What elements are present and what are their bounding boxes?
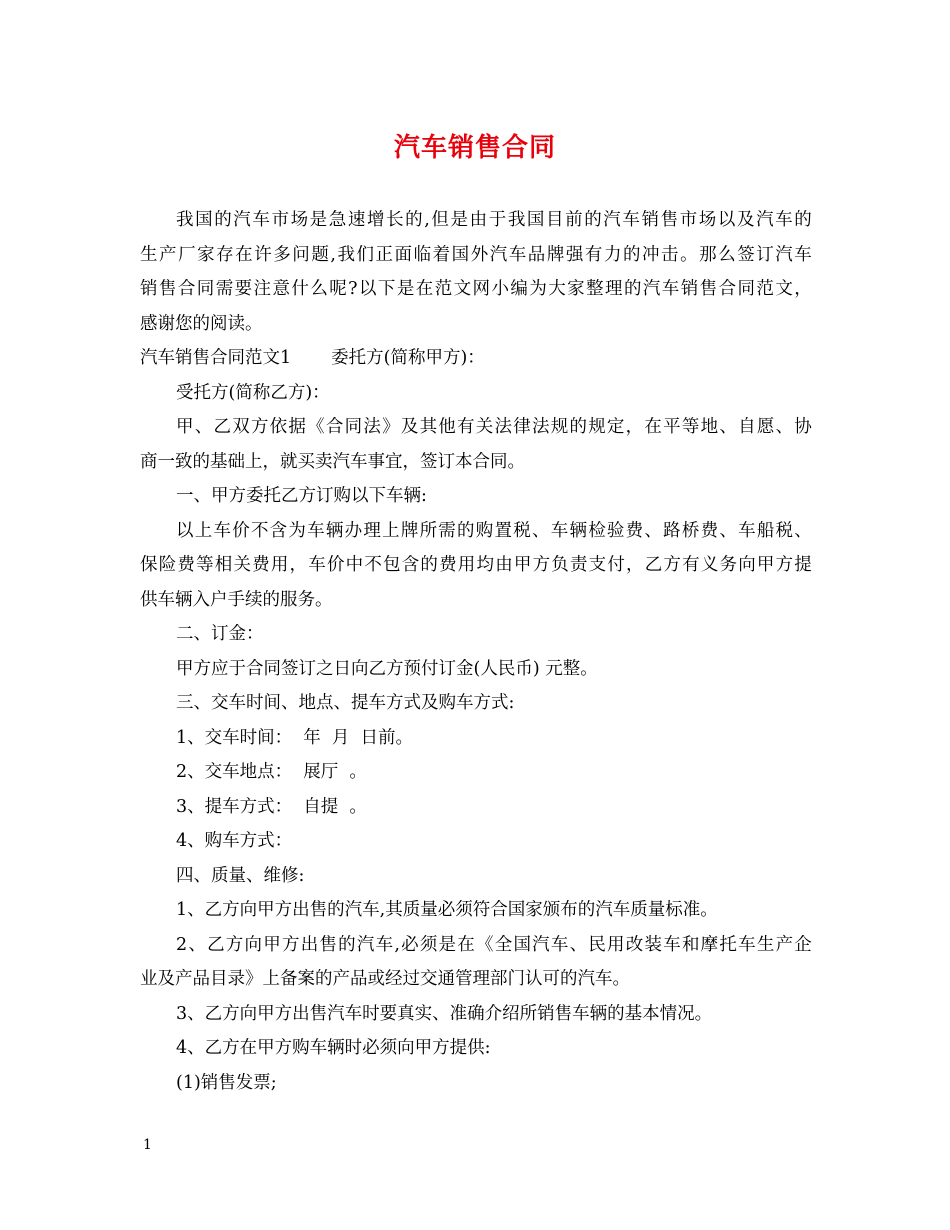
intro-line-3: 销售合同需要注意什么呢?以下是在范文网小编为大家整理的汽车销售合同范文， — [140, 279, 812, 299]
section-1-heading: 一、甲方委托乙方订购以下车辆: — [176, 486, 427, 506]
section-3-heading: 三、交车时间、地点、提车方式及购车方式: — [176, 693, 515, 713]
delivery-place: 2、交车地点： 展厅 。 — [176, 762, 367, 782]
price-note-line-2: 保险费等相关费用，车价中不包含的费用均由甲方负责支付，乙方有义务向甲方提 — [140, 555, 812, 575]
quality-clause-1: 1、乙方向甲方出售的汽车,其质量必须符合国家颁布的汽车质量标准。 — [176, 900, 718, 920]
intro-line-4: 感谢您的阅读。 — [140, 313, 263, 334]
deposit-clause: 甲方应于合同签订之日向乙方预付订金(人民币) 元整。 — [176, 658, 598, 679]
delivery-time: 1、交车时间： 年 月 日前。 — [176, 727, 414, 748]
pickup-method: 3、提车方式： 自提 。 — [176, 796, 367, 817]
basis-line-2: 商一致的基础上，就买卖汽车事宜，签订本合同。 — [140, 451, 525, 472]
quality-clause-2-line-1: 2、乙方向甲方出售的汽车,必须是在《全国汽车、民用改装车和摩托车生产企 — [176, 934, 812, 955]
basis-line-1: 甲、乙双方依据《合同法》及其他有关法律法规的规定，在平等地、自愿、协 — [176, 417, 812, 437]
page-number: 1 — [143, 1137, 152, 1153]
document-title: 汽车销售合同 — [393, 133, 556, 163]
intro-line-1: 我国的汽车市场是急速增长的,但是由于我国目前的汽车销售市场以及汽车的 — [176, 210, 812, 230]
price-note-line-3: 供车辆入户手续的服务。 — [140, 589, 333, 610]
purchase-method: 4、购车方式： — [176, 831, 293, 851]
quality-clause-3: 3、乙方向甲方出售汽车时要真实、准确介绍所销售车辆的基本情况。 — [176, 1003, 713, 1024]
quality-clause-4-item-1: (1)销售发票; — [176, 1072, 277, 1093]
document-body — [140, 203, 812, 1100]
trustee-label: 受托方(简称乙方)： — [176, 382, 330, 403]
quality-clause-2-line-2: 业及产品目录》上备案的产品或经过交通管理部门认可的汽车。 — [140, 969, 630, 989]
intro-line-2: 生产厂家存在许多问题,我们正面临着国外汽车品牌强有力的冲击。那么签订汽车 — [140, 244, 812, 265]
sample-heading: 汽车销售合同范文1 — [140, 348, 292, 368]
section-4-heading: 四、质量、维修: — [176, 865, 305, 886]
sample-heading-line — [140, 341, 812, 376]
price-note-line-1: 以上车价不含为车辆办理上牌所需的购置税、车辆检验费、路桥费、车船税、 — [176, 520, 812, 541]
quality-clause-4: 4、乙方在甲方购车辆时必须向甲方提供: — [176, 1038, 491, 1058]
client-label: 委托方(简称甲方)： — [331, 348, 485, 368]
section-2-heading: 二、订金： — [176, 624, 264, 644]
